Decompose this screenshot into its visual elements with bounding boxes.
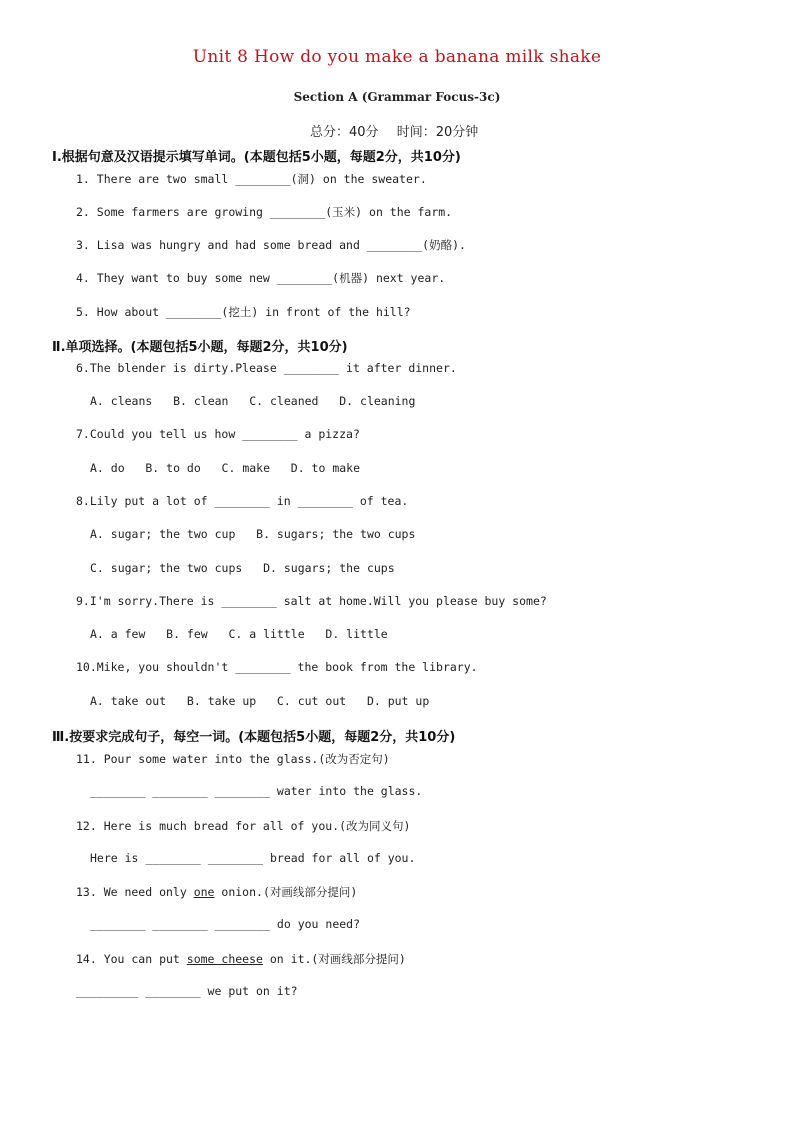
question-8-options-1: A. sugar; the two cup B. sugars; the two cups: [90, 527, 416, 541]
question-6-options: A. cleans B. clean C. cleaned D. cleaning: [90, 394, 416, 408]
score-time-line: [310, 121, 492, 140]
question-11-answer-line: ________ ________ ________ water into the glass.: [90, 784, 423, 798]
question-14-answer-line: _________ ________ we put on it?: [76, 984, 298, 998]
question-7: 7.Could you tell us how ________ a pizza?: [76, 427, 360, 441]
page-subtitle: Section A (Grammar Focus-3c): [293, 90, 501, 104]
question-8-options-2: C. sugar; the two cups D. sugars; the cups: [90, 561, 395, 575]
question-12-answer-line: Here is ________ ________ bread for all of you.: [90, 851, 416, 865]
question-13-start: 13. We need only: [76, 885, 194, 899]
question-14-start: 14. You can put: [76, 952, 187, 966]
question-11: 11. Pour some water into the glass.(改为否定句): [76, 752, 390, 766]
section-2-heading: Ⅱ.单项选择。(本题包括5小题，每题2分，共10分): [52, 340, 348, 355]
question-10: 10.Mike, you shouldn't ________ the book from the library.: [76, 660, 478, 674]
question-13-end: onion.(对画线部分提问): [214, 885, 358, 899]
time-limit: 时间：20分钟: [396, 125, 479, 140]
question-13-underlined: one: [193, 885, 215, 899]
question-5: 5. How about ________(挖土) in front of the hill?: [76, 305, 411, 319]
question-13-answer-line: ________ ________ ________ do you need?: [90, 917, 361, 931]
question-4: 4. They want to buy some new ________(机器) next year.: [76, 271, 446, 285]
question-2: 2. Some farmers are growing ________(玉米) on the farm.: [76, 205, 453, 219]
question-1: 1. There are two small ________(洞) on the sweater.: [76, 172, 427, 186]
question-9-options: A. a few B. few C. a little D. little: [90, 627, 388, 641]
question-7-options: A. do B. to do C. make D. to make: [90, 461, 361, 475]
question-14: [76, 951, 406, 967]
section-3-heading: Ⅲ.按要求完成句子，每空一词。(本题包括5小题，每题2分，共10分): [52, 730, 456, 745]
page-title: Unit 8 How do you make a banana milk shake: [192, 47, 602, 67]
question-6: 6.The blender is dirty.Please ________ it after dinner.: [76, 361, 457, 375]
question-13: [76, 884, 357, 900]
total-score: 总分：40分: [310, 125, 379, 140]
question-14-end: on it.(对画线部分提问): [262, 952, 406, 966]
question-14-underlined: some cheese: [186, 952, 263, 966]
question-3: 3. Lisa was hungry and had some bread and ________(奶酪).: [76, 238, 466, 252]
question-12: 12. Here is much bread for all of you.(改为同义句): [76, 819, 411, 833]
question-10-options: A. take out B. take up C. cut out D. put up: [90, 694, 430, 708]
section-1-heading: Ⅰ.根据句意及汉语提示填写单词。(本题包括5小题，每题2分，共10分): [52, 150, 461, 165]
question-8: 8.Lily put a lot of ________ in ________ of tea.: [76, 494, 409, 508]
question-9: 9.I'm sorry.There is ________ salt at home.Will you please buy some?: [76, 594, 547, 608]
